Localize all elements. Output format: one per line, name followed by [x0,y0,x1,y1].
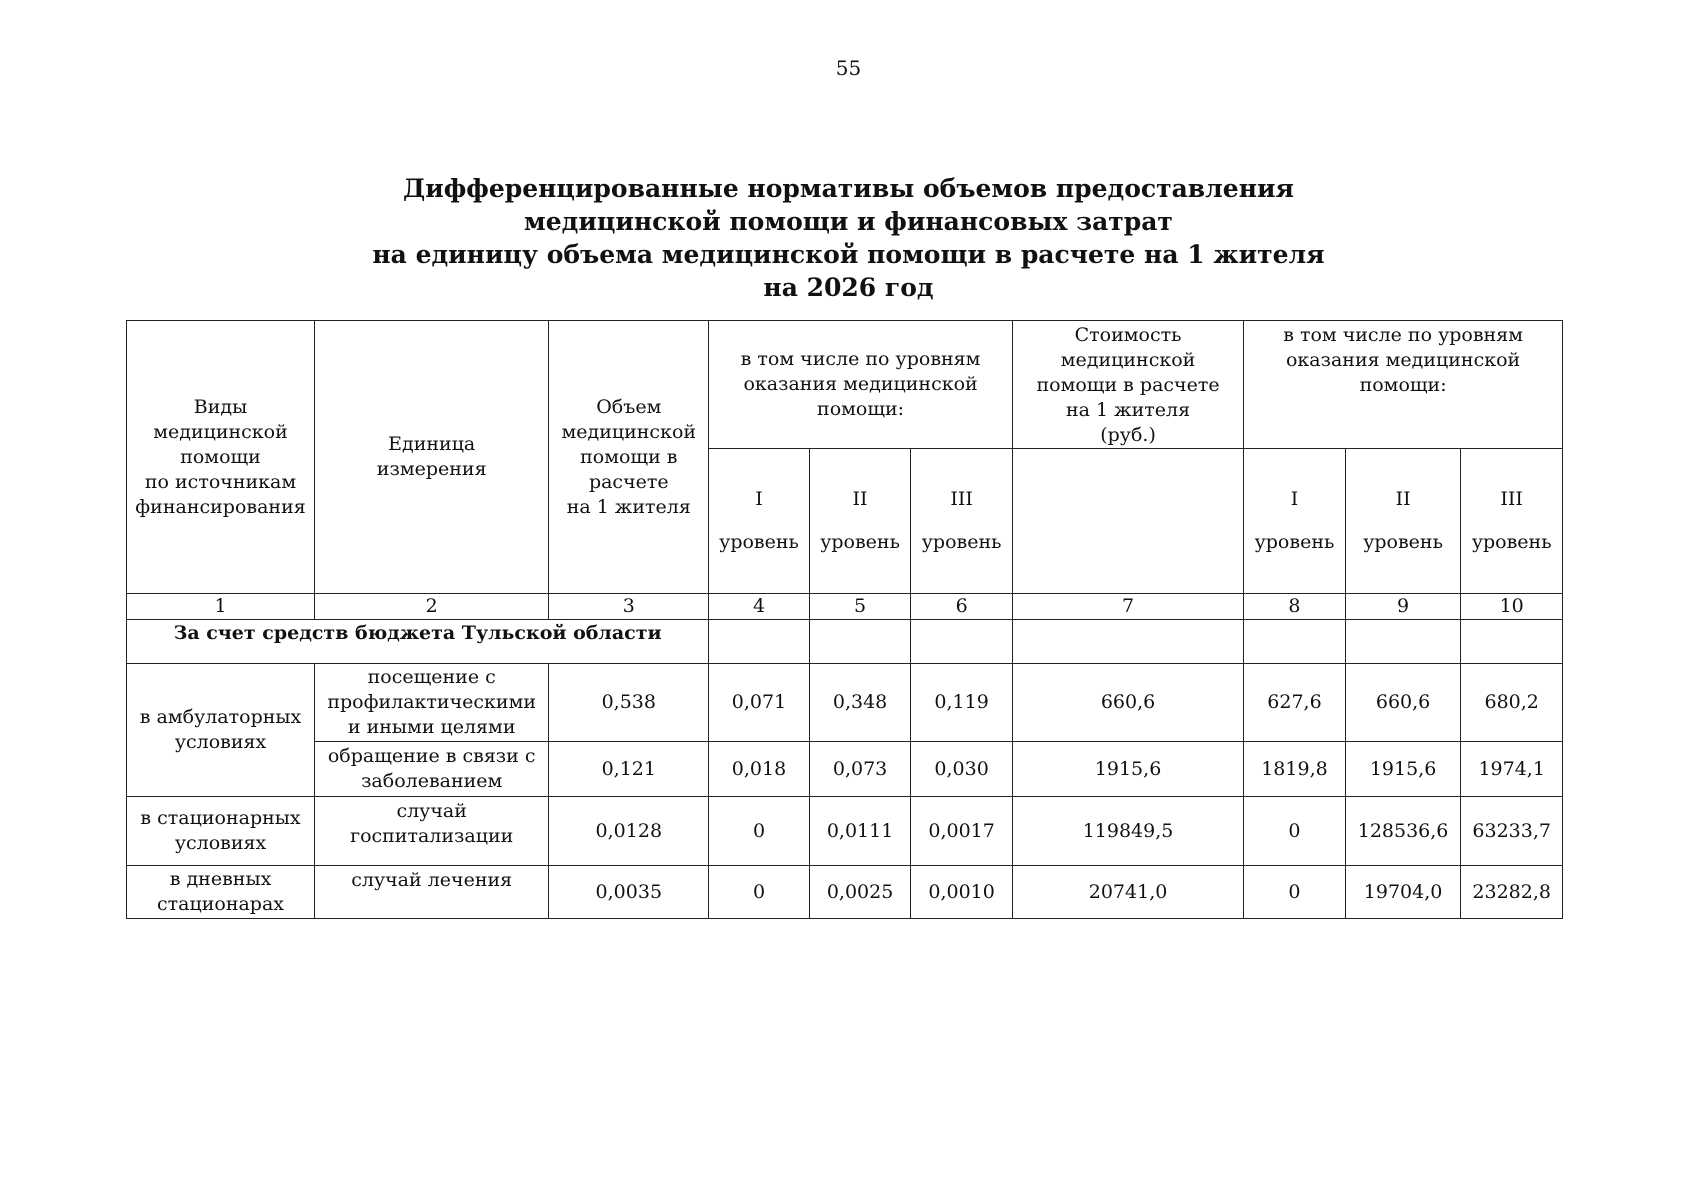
header-cost-levels [1244,321,1563,449]
section-row [127,620,1563,664]
column-number: 2 [315,594,549,620]
header-cost-label: Стоимость медицинской помощи в расчете на 1 жителя (руб.) [1036,324,1220,446]
table-row [127,797,1563,866]
care-type-cell [127,797,315,866]
cost-level-3: 680,2 [1461,664,1563,742]
column-number: 1 [127,594,315,620]
care-type: в стационарных условиях [140,807,301,854]
cost-level-3: 23282,8 [1461,866,1563,919]
care-type: в дневных стационарах [157,868,285,915]
header-level-3 [1461,449,1563,594]
level-word: уровень [1471,531,1552,553]
volume-level-2: 0,0111 [809,797,911,866]
header-cost-blank [1012,449,1243,594]
header-volume-levels [709,321,1013,449]
cost-level-2: 1915,6 [1345,742,1461,797]
page-number: 55 [835,56,862,80]
unit-cell [315,742,549,797]
cost-level-1: 0 [1244,797,1346,866]
level-word: уровень [820,531,900,553]
cost-value: 20741,0 [1012,866,1243,919]
section-title: За счет средств бюджета Тульской области [127,620,709,664]
unit: случай госпитализации [350,800,514,847]
empty-cell [1461,620,1563,664]
cost-level-2: 660,6 [1345,664,1461,742]
cost-level-1: 1819,8 [1244,742,1346,797]
volume-level-3: 0,0010 [911,866,1013,919]
header-level-3 [911,449,1013,594]
header-level-2 [809,449,911,594]
level-word: уровень [1254,531,1335,553]
column-number: 4 [709,594,810,620]
level-numeral: I [1290,488,1299,510]
unit: обращение в связи с заболеванием [327,745,536,792]
cost-level-3: 63233,7 [1461,797,1563,866]
column-numbers-row [127,594,1563,620]
column-number: 10 [1461,594,1563,620]
volume-level-1: 0,018 [709,742,810,797]
column-number: 5 [809,594,911,620]
header-volume [549,321,709,594]
volume-value: 0,0128 [549,797,709,866]
table-row [127,866,1563,919]
volume-level-2: 0,073 [809,742,911,797]
header-types [127,321,315,594]
level-word: уровень [1363,531,1443,553]
volume-value: 0,0035 [549,866,709,919]
level-word: уровень [921,531,1002,553]
header-cost [1012,321,1243,449]
volume-value: 0,121 [549,742,709,797]
title-line: на 2026 год [763,273,934,302]
header-cost-levels-label: в том числе по уровням оказания медицинской помощи: [1283,324,1523,396]
empty-cell [809,620,911,664]
header-level-1 [1244,449,1346,594]
cost-value: 1915,6 [1012,742,1243,797]
volume-level-1: 0 [709,797,810,866]
empty-cell [1345,620,1461,664]
level-numeral: II [852,488,868,510]
column-number: 6 [911,594,1013,620]
unit: случай лечения [351,869,513,891]
title-line: Дифференцированные нормативы объемов предоставления [402,174,1295,203]
unit-cell [315,797,549,866]
cost-level-3: 1974,1 [1461,742,1563,797]
volume-value: 0,538 [549,664,709,742]
column-number: 8 [1244,594,1346,620]
unit-cell [315,866,549,919]
cost-level-2: 128536,6 [1345,797,1461,866]
column-number: 3 [549,594,709,620]
level-numeral: III [1500,488,1523,510]
column-number: 9 [1345,594,1461,620]
title-line: медицинской помощи и финансовых затрат [524,207,1173,236]
cost-level-1: 0 [1244,866,1346,919]
volume-level-1: 0 [709,866,810,919]
volume-level-3: 0,119 [911,664,1013,742]
care-type-cell [127,866,315,919]
header-row [127,321,1563,449]
care-type: в амбулаторных условиях [139,706,302,753]
table-row [127,664,1563,742]
cost-level-1: 627,6 [1244,664,1346,742]
cost-value: 660,6 [1012,664,1243,742]
table-row [127,742,1563,797]
column-number: 7 [1012,594,1243,620]
cost-level-2: 19704,0 [1345,866,1461,919]
unit: посещение с профилактическими и иными целями [327,666,537,738]
header-level-1 [709,449,810,594]
unit-cell [315,664,549,742]
title-line: на единицу объема медицинской помощи в расчете на 1 жителя [372,240,1325,269]
header-volume-label: Объем медицинской помощи в расчете на 1 жителя [561,395,697,518]
empty-cell [1012,620,1243,664]
empty-cell [1244,620,1346,664]
document-title [0,172,1697,304]
level-numeral: I [755,488,763,510]
volume-level-1: 0,071 [709,664,810,742]
level-word: уровень [719,531,799,553]
volume-level-2: 0,0025 [809,866,911,919]
level-numeral: II [1395,488,1411,510]
care-type-cell [127,664,315,797]
volume-level-3: 0,0017 [911,797,1013,866]
volume-level-2: 0,348 [809,664,911,742]
header-unit [315,321,549,594]
norms-table [126,320,1563,919]
empty-cell [709,620,810,664]
volume-level-3: 0,030 [911,742,1013,797]
header-unit-label: Единица измерения [376,433,487,480]
cost-value: 119849,5 [1012,797,1243,866]
level-numeral: III [950,488,973,510]
header-volume-levels-label: в том числе по уровням оказания медицинской помощи: [740,348,981,420]
header-types-label: Виды медицинской помощи по источникам финансирования [135,395,306,518]
header-level-2 [1345,449,1461,594]
empty-cell [911,620,1013,664]
